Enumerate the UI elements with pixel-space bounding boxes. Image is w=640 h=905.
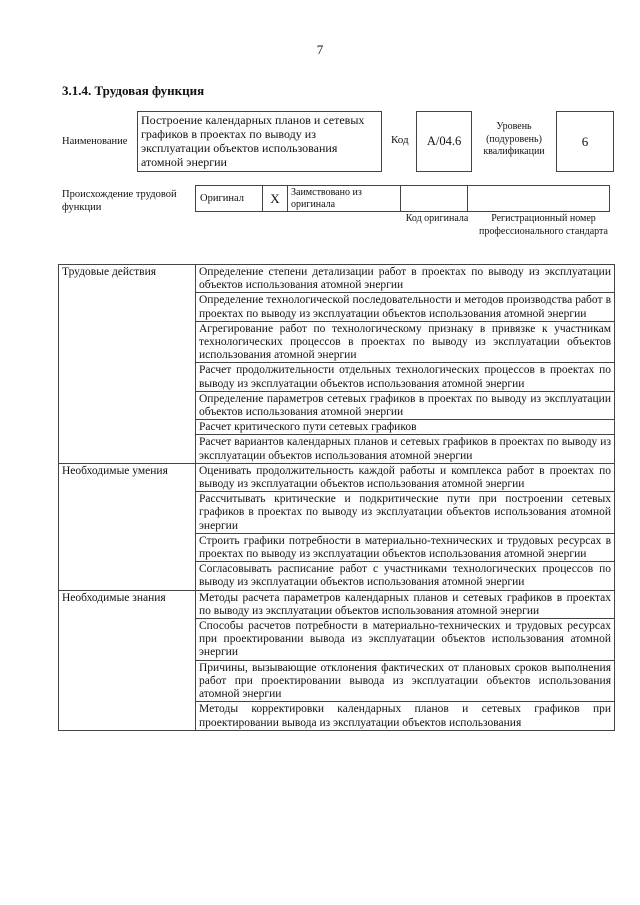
- table-cell-item: Определение параметров сетевых графиков в проектах по выводу из эксплуатации объектов использования атомной энергии: [196, 391, 615, 419]
- borrowed-cell: Заимствовано из оригинала: [287, 185, 401, 212]
- table-cell-item: Рассчитывать критические и подкритические пути при построении сетевых графиков в проектах по выводу из эксплуатации объектов использования атомной энергии: [196, 492, 615, 534]
- table-cell-item: Определение технологической последовательности и методов производства работ в проектах по выводу из эксплуатации объектов использования атомной энергии: [196, 293, 615, 321]
- table-cell-item: Оценивать продолжительность каждой работы и комплекса работ в проектах по выводу из эксплуатации объектов использования атомной энергии: [196, 463, 615, 491]
- original-code-cell: [400, 185, 468, 212]
- original-mark-cell: X: [262, 185, 288, 212]
- table-cell-item: Агрегирование работ по технологическому признаку в привязке к участникам технологических процессов в проектах по выводу из эксплуатации объектов использования атомной энергии: [196, 321, 615, 363]
- table-row: [59, 590, 615, 618]
- table-cell-item: Согласовывать расписание работ с участниками технологических процессов по выводу из эксплуатации объектов использования атомной энергии: [196, 562, 615, 590]
- table-cell-item: Методы расчета параметров календарных планов и сетевых графиков в проектах по выводу из эксплуатации объектов использования атомной энергии: [196, 590, 615, 618]
- section-required-skills-title: Необходимые умения: [59, 463, 196, 590]
- registration-number-cell: [467, 185, 610, 212]
- original-cell: Оригинал: [195, 185, 263, 212]
- level-label: Уровень (подуровень) квалификации: [483, 121, 545, 157]
- table-row: [59, 265, 615, 293]
- table-cell-item: Строить графики потребности в материально-технических и трудовых ресурсах в проектах по выводу из эксплуатации объектов использования атомной энергии: [196, 533, 615, 561]
- table-cell-item: Расчет критического пути сетевых графиков: [196, 420, 615, 435]
- table-cell-item: Расчет продолжительности отдельных технологических процессов в проектах по выводу из эксплуатации объектов использования атомной энергии: [196, 363, 615, 391]
- section-required-knowledge-title: Необходимые знания: [59, 590, 196, 730]
- function-name-box: Построение календарных планов и сетевых графиков в проектах по выводу из эксплуатации объектов использования атомной энергии: [137, 111, 382, 172]
- origin-label: Происхождение трудовой функции: [62, 189, 177, 213]
- table-row: [59, 463, 615, 491]
- table-cell-item: Способы расчетов потребности в материально-технических и трудовых ресурсах при проектировании вывода из эксплуатации объектов использования атомной энергии: [196, 619, 615, 661]
- code-value-box: А/04.6: [416, 111, 472, 172]
- level-value-box: 6: [556, 111, 614, 172]
- origin-row: [195, 185, 613, 212]
- name-label: Наименование: [62, 136, 128, 147]
- function-details-table: [58, 264, 615, 731]
- code-caption: Код оригинала: [405, 213, 469, 224]
- section-labor-actions-title: Трудовые действия: [59, 265, 196, 464]
- page-number: 7: [316, 42, 324, 57]
- table-cell-item: Определение степени детализации работ в проектах по выводу из эксплуатации объектов использования атомной энергии: [196, 265, 615, 293]
- table-cell-item: Методы корректировки календарных планов и сетевых графиков при проектировании вывода из эксплуатации объектов использования: [196, 702, 615, 730]
- code-label: Код: [391, 134, 409, 146]
- reg-caption: Регистрационный номер профессионального стандарта: [479, 213, 608, 237]
- table-cell-item: Расчет вариантов календарных планов и сетевых графиков в проектах по выводу из эксплуатации объектов использования атомной энергии: [196, 435, 615, 463]
- table-cell-item: Причины, вызывающие отклонения фактических от плановых сроков выполнения работ при проектировании вывода из эксплуатации объектов использования атомной энергии: [196, 660, 615, 702]
- section-title: 3.1.4. Трудовая функция: [62, 83, 205, 98]
